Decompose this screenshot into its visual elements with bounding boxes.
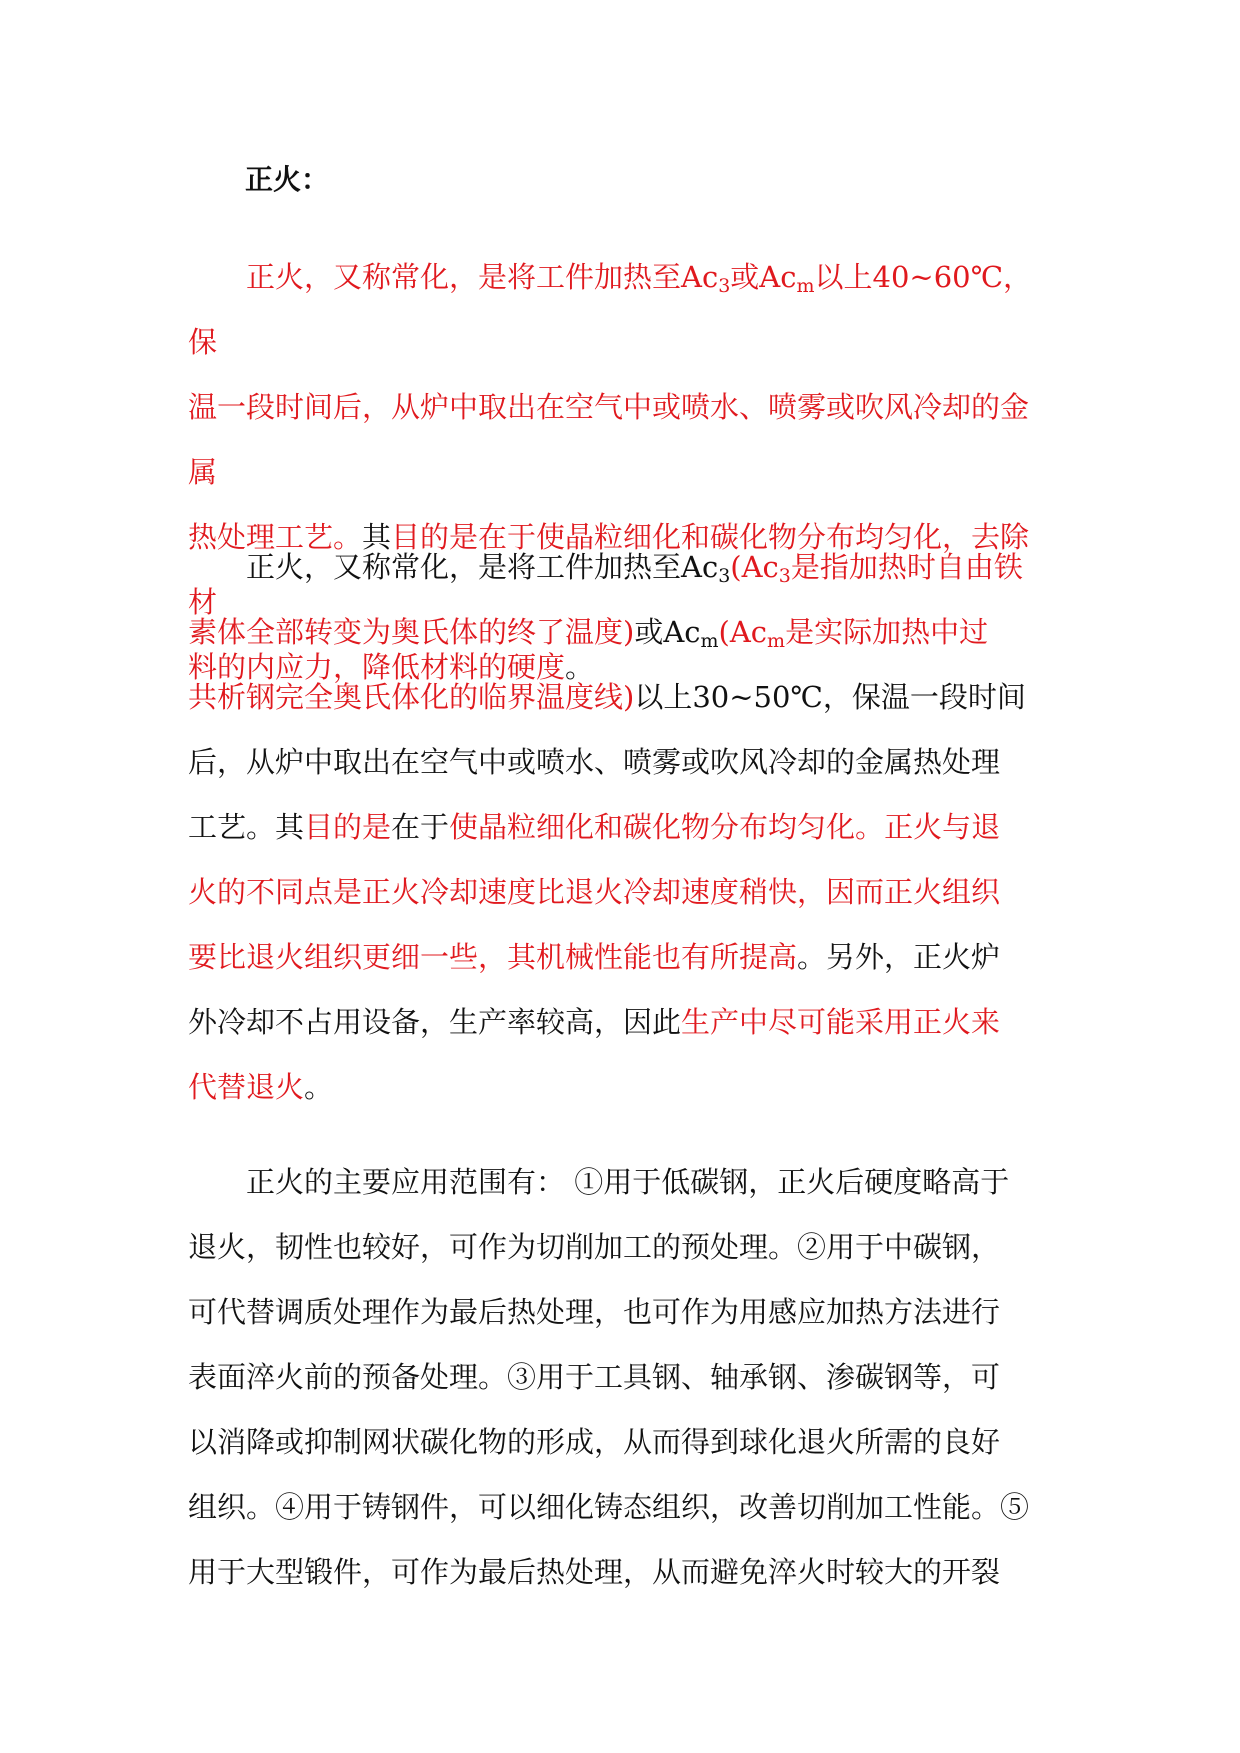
text-run: 目的是在于使晶粒细化和碳化物分布均匀化，去除材 xyxy=(188,520,1030,619)
text-run: 素体全部转变为奥氏体的终了温度) xyxy=(188,615,635,649)
text-line xyxy=(188,795,1056,860)
text-line xyxy=(188,600,1056,665)
text-run: 共析钢完全奥氏体化的临界温度线) xyxy=(188,680,635,714)
text-run: 温一段时间后，从炉中取出在空气中或喷水、喷雾或吹风冷却的金属 xyxy=(188,390,1030,489)
text-line xyxy=(188,990,1056,1055)
text-run: 或Ac xyxy=(634,615,701,649)
text-run: 。另外，正火炉 xyxy=(797,940,1001,974)
text-line xyxy=(188,1540,1056,1605)
text-run: 热处理工艺。 xyxy=(188,520,363,554)
text-line xyxy=(188,375,1056,505)
text-run: (Ac xyxy=(718,615,768,649)
text-line xyxy=(188,1345,1056,1410)
text-run: 以上30~50℃，保温一段时间 xyxy=(634,680,1026,714)
text-run: 在于 xyxy=(391,810,450,844)
text-run: 要比退火组织更细一些，其机械性能也有所提高 xyxy=(188,940,798,974)
text-run: 正火与退 xyxy=(884,810,1001,844)
text-run: 用于大型锻件，可作为最后热处理，从而避免淬火时较大的开裂 xyxy=(188,1555,1001,1589)
text-line xyxy=(188,860,1056,925)
text-run: (Ac xyxy=(730,550,779,584)
text-line xyxy=(188,1280,1056,1345)
text-run: 。 xyxy=(565,650,595,684)
text-run: 以消降或抑制网状碳化物的形成，从而得到球化退火所需的良好 xyxy=(188,1425,1001,1459)
text-line xyxy=(188,260,1032,359)
paragraph-applications xyxy=(188,1150,1056,1605)
text-run: 生产中尽可能采用正火来 xyxy=(681,1005,1001,1039)
text-run: 后，从炉中取出在空气中或喷水、喷雾或吹风冷却的金属热处理 xyxy=(188,745,1001,779)
text-run: 使晶粒细化和碳化物分布均匀化。 xyxy=(449,810,885,844)
text-run: 表面淬火前的预备处理。③用于工具钢、轴承钢、渗碳钢等，可 xyxy=(188,1360,1001,1394)
text-run: 代替退火 xyxy=(188,1070,305,1104)
text-line xyxy=(188,665,1056,730)
subscript-run: 3 xyxy=(778,565,791,587)
text-run: 其 xyxy=(362,520,392,554)
text-line xyxy=(246,550,1023,587)
text-run: 可代替调质处理作为最后热处理，也可作为用感应加热方法进行 xyxy=(188,1295,1001,1329)
text-line xyxy=(188,1055,1056,1120)
subscript-run: 3 xyxy=(718,565,731,587)
subscript-run: m xyxy=(700,630,719,652)
text-run: 火的不同点是正火冷却速度比退火冷却速度稍快，因而正火组织 xyxy=(188,875,1001,909)
text-run: 目的是 xyxy=(304,810,392,844)
text-run: 是指加热时自由铁 xyxy=(790,550,1023,584)
text-run: 正火，又称常化，是将工件加热至Ac xyxy=(246,260,719,294)
text-line xyxy=(188,1475,1056,1540)
text-run: 。 xyxy=(304,1070,334,1104)
text-line xyxy=(246,1165,1009,1199)
text-line xyxy=(188,1410,1056,1475)
subscript-run: 3 xyxy=(718,275,731,297)
section-heading: 正火： xyxy=(245,163,330,196)
text-line xyxy=(188,730,1056,795)
text-run: 正火的主要应用范围有： ①用于低碳钢，正火后硬度略高于 xyxy=(246,1165,1010,1199)
text-run: 以上40~60℃，保 xyxy=(188,260,1033,359)
subscript-run: m xyxy=(796,275,815,297)
text-run: 料的内应力，降低材料的硬度 xyxy=(188,650,566,684)
text-line xyxy=(188,1215,1056,1280)
paragraph-detailed-definition xyxy=(188,535,1056,1120)
text-run: 正火，又称常化，是将工件加热至Ac xyxy=(246,550,719,584)
text-run: 退火，韧性也较好，可作为切削加工的预处理。②用于中碳钢， xyxy=(188,1230,1001,1264)
text-run: 工艺。其 xyxy=(188,810,305,844)
subscript-run: m xyxy=(767,630,786,652)
text-run: 组织。④用于铸钢件，可以细化铸态组织，改善切削加工性能。⑤ xyxy=(188,1490,1030,1524)
text-run: 外冷却不占用设备，生产率较高，因此 xyxy=(188,1005,682,1039)
text-run: 是实际加热中过 xyxy=(785,615,989,649)
text-run: 或Ac xyxy=(730,260,797,294)
text-line xyxy=(188,925,1056,990)
